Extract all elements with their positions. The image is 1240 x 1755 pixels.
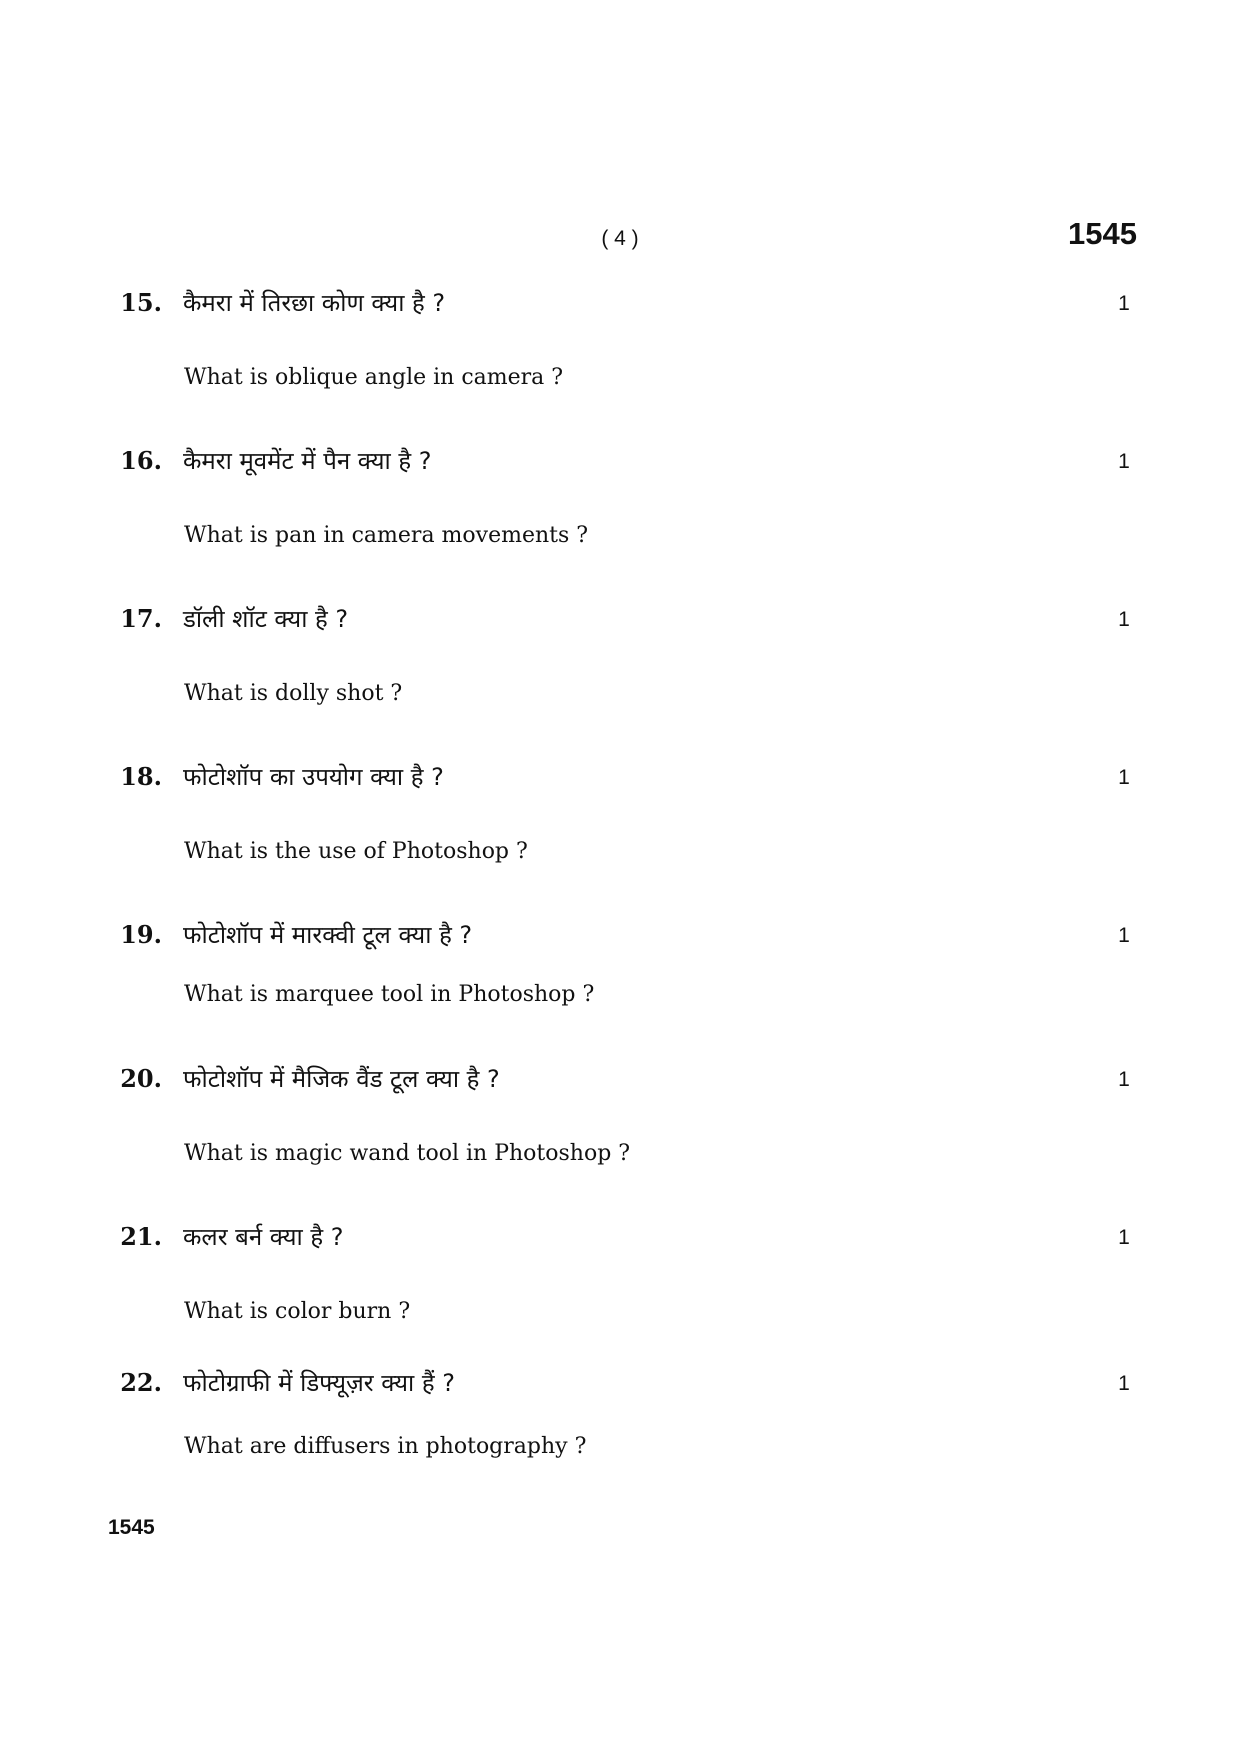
question-16 — [0, 446, 1240, 586]
question-text-hindi: कैमरा मूवमेंट में पैन क्या है ? — [183, 447, 432, 475]
question-text-hindi: कैमरा में तिरछा कोण क्या है ? — [183, 289, 446, 317]
question-number: 21. — [120, 1222, 162, 1251]
question-marks: 1 — [1118, 1068, 1130, 1091]
question-text-hindi: फोटोशॉप का उपयोग क्या है ? — [183, 763, 444, 791]
question-17 — [0, 604, 1240, 744]
question-text-english: What is oblique angle in camera ? — [184, 365, 564, 390]
question-text-english: What is color burn ? — [184, 1299, 411, 1324]
question-text-english: What is marquee tool in Photoshop ? — [184, 982, 595, 1007]
question-number: 20. — [120, 1064, 162, 1093]
question-marks: 1 — [1118, 766, 1130, 789]
question-21 — [0, 1222, 1240, 1362]
question-text-hindi: कलर बर्न क्या है ? — [183, 1223, 344, 1251]
question-marks: 1 — [1118, 1372, 1130, 1395]
question-marks: 1 — [1118, 292, 1130, 315]
question-text-hindi: डॉली शॉट क्या है ? — [183, 605, 349, 633]
question-text-hindi: फोटोशॉप में मारक्वी टूल क्या है ? — [183, 921, 473, 949]
question-marks: 1 — [1118, 1226, 1130, 1249]
question-number: 16. — [120, 446, 162, 475]
question-number: 15. — [120, 288, 162, 317]
question-marks: 1 — [1118, 450, 1130, 473]
question-number: 18. — [120, 762, 162, 791]
paper-code-footer: 1545 — [108, 1516, 155, 1539]
question-text-english: What is dolly shot ? — [184, 681, 403, 706]
question-text-hindi: फोटोग्राफी में डिफ्यूज़र क्या हैं ? — [183, 1369, 455, 1397]
question-19 — [0, 920, 1240, 1060]
question-text-hindi: फोटोशॉप में मैजिक वैंड टूल क्या है ? — [183, 1065, 500, 1093]
question-20 — [0, 1064, 1240, 1204]
question-18 — [0, 762, 1240, 902]
question-22 — [0, 1368, 1240, 1508]
page-number: ( 4 ) — [601, 227, 639, 250]
question-text-english: What is the use of Photoshop ? — [184, 839, 528, 864]
question-15 — [0, 288, 1240, 428]
question-marks: 1 — [1118, 608, 1130, 631]
question-number: 22. — [120, 1368, 162, 1397]
question-text-english: What are diffusers in photography ? — [184, 1434, 587, 1459]
question-number: 19. — [120, 920, 162, 949]
question-text-english: What is magic wand tool in Photoshop ? — [184, 1141, 631, 1166]
paper-code-header: 1545 — [1068, 216, 1137, 251]
question-number: 17. — [120, 604, 162, 633]
question-text-english: What is pan in camera movements ? — [184, 523, 589, 548]
question-marks: 1 — [1118, 924, 1130, 947]
